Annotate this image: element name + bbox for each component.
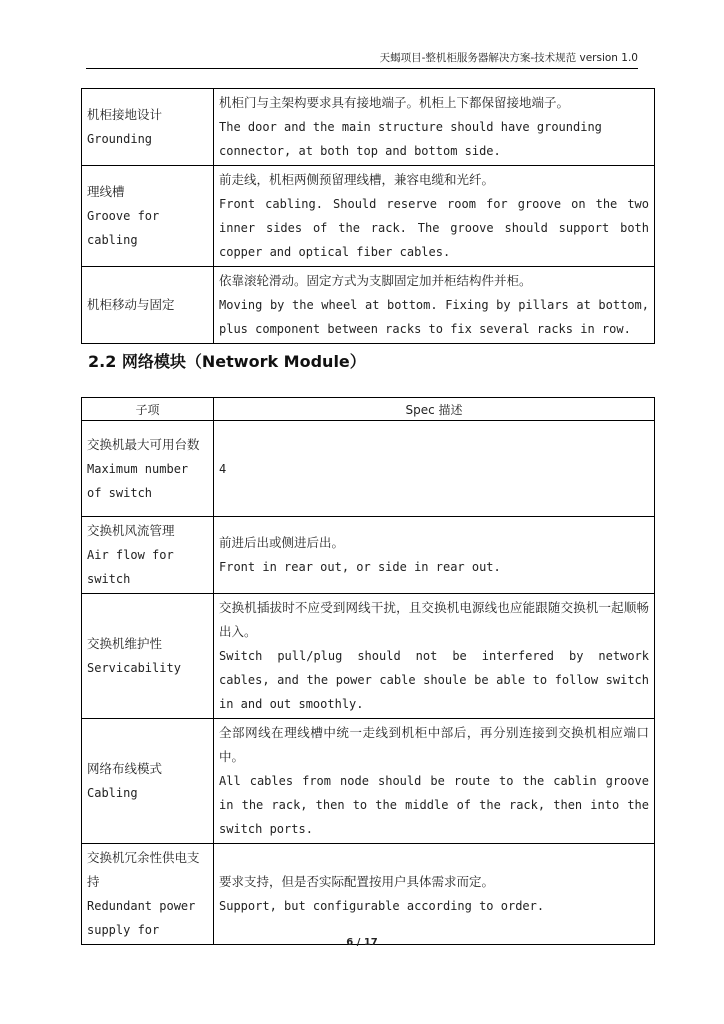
row-spec-cell — [214, 89, 655, 166]
table-row — [82, 844, 655, 945]
row-name-zh: 机柜移动与固定 — [87, 297, 175, 312]
rack-spec-table — [81, 88, 655, 344]
row-name-zh: 机柜接地设计 — [87, 107, 163, 122]
row-spec-en: Front cabling. Should reserve room for groove on the two inner sides of the rack. The groove should support both copper and optical fiber cables. — [219, 197, 649, 259]
row-spec-zh: 前进后出或侧进后出。 — [219, 535, 345, 550]
row-spec-zh: 机柜门与主架构要求具有接地端子。机柜上下都保留接地端子。 — [219, 95, 570, 110]
row-spec-cell — [214, 594, 655, 719]
column-header-spec: Spec 描述 — [214, 398, 655, 421]
row-spec-cell — [214, 719, 655, 844]
network-spec-table — [81, 397, 655, 945]
row-spec-zh: 前走线，机柜两侧预留理线槽，兼容电缆和光纤。 — [219, 172, 495, 187]
row-name-en: Cabling — [87, 786, 138, 800]
row-spec-cell — [214, 844, 655, 945]
table-row — [82, 89, 655, 166]
row-spec-zh: 依靠滚轮滑动。固定方式为支脚固定加并柜结构件并柜。 — [219, 273, 532, 288]
page-header: 天蝎项目-整机柜服务器解决方案-技术规范 version 1.0 — [379, 52, 638, 64]
row-name-zh: 交换机最大可用台数 — [87, 436, 200, 452]
column-header-item: 子项 — [82, 398, 214, 421]
row-name-cell — [82, 517, 214, 594]
row-name-cell — [82, 89, 214, 166]
row-spec-en: Switch pull/plug should not be interfered by network cables, and the power cable shoule be able to follow switch in and out smoothly. — [219, 649, 649, 711]
row-name-cell — [82, 421, 214, 517]
row-name-en: Air flow for switch — [87, 548, 174, 586]
row-name-cell — [82, 594, 214, 719]
row-name-zh: 交换机冗余性供电支持 — [87, 850, 200, 889]
page-number: 6 / 17 — [346, 937, 378, 948]
row-spec-cell — [214, 166, 655, 267]
table-row — [82, 267, 655, 344]
row-name-cell — [82, 166, 214, 267]
row-spec-zh: 交换机插拔时不应受到网线干扰，且交换机电源线也应能跟随交换机一起顺畅出入。 — [219, 600, 649, 639]
row-name-zh: 网络布线模式 — [87, 761, 163, 776]
row-spec-en: Moving by the wheel at bottom. Fixing by pillars at bottom, plus component between racks to fix several racks in row. — [219, 298, 649, 336]
section-title: 2.2 网络模块（Network Module） — [88, 352, 366, 371]
row-spec-en: Front in rear out, or side in rear out. — [219, 560, 501, 574]
table-header-row — [82, 398, 655, 421]
row-spec-en: The door and the main structure should have grounding connector, at both top and bottom side. — [219, 120, 602, 158]
row-name-zh: 交换机维护性 — [87, 636, 163, 651]
table-row — [82, 594, 655, 719]
table-row — [82, 719, 655, 844]
row-name-en: Grounding — [87, 132, 153, 146]
row-spec-zh: 要求支持，但是否实际配置按用户具体需求而定。 — [219, 874, 495, 889]
header-rule — [86, 68, 638, 69]
row-spec-en: All cables from node should be route to the cablin groove in the rack, then to the middle of the rack, then into the switch ports. — [219, 774, 649, 836]
row-name-cell — [82, 719, 214, 844]
row-spec-zh: 全部网线在理线槽中统一走线到机柜中部后，再分别连接到交换机相应端口中。 — [219, 725, 649, 764]
row-name-en: Maximum number of switch — [87, 461, 189, 500]
table-row — [82, 421, 655, 517]
row-spec-en: 4 — [219, 461, 227, 476]
row-name-en: Redundant power supply for — [87, 899, 196, 937]
row-name-zh: 交换机风流管理 — [87, 523, 175, 538]
row-name-en: Servicability — [87, 661, 181, 675]
row-spec-cell — [214, 421, 655, 517]
row-name-cell — [82, 844, 214, 945]
row-name-cell — [82, 267, 214, 344]
row-name-zh: 理线槽 — [87, 184, 125, 199]
table-row — [82, 517, 655, 594]
row-name-en: Groove for cabling — [87, 209, 160, 247]
row-spec-en: Support, but configurable according to order. — [219, 899, 545, 913]
row-spec-cell — [214, 517, 655, 594]
row-spec-cell — [214, 267, 655, 344]
table-row — [82, 166, 655, 267]
